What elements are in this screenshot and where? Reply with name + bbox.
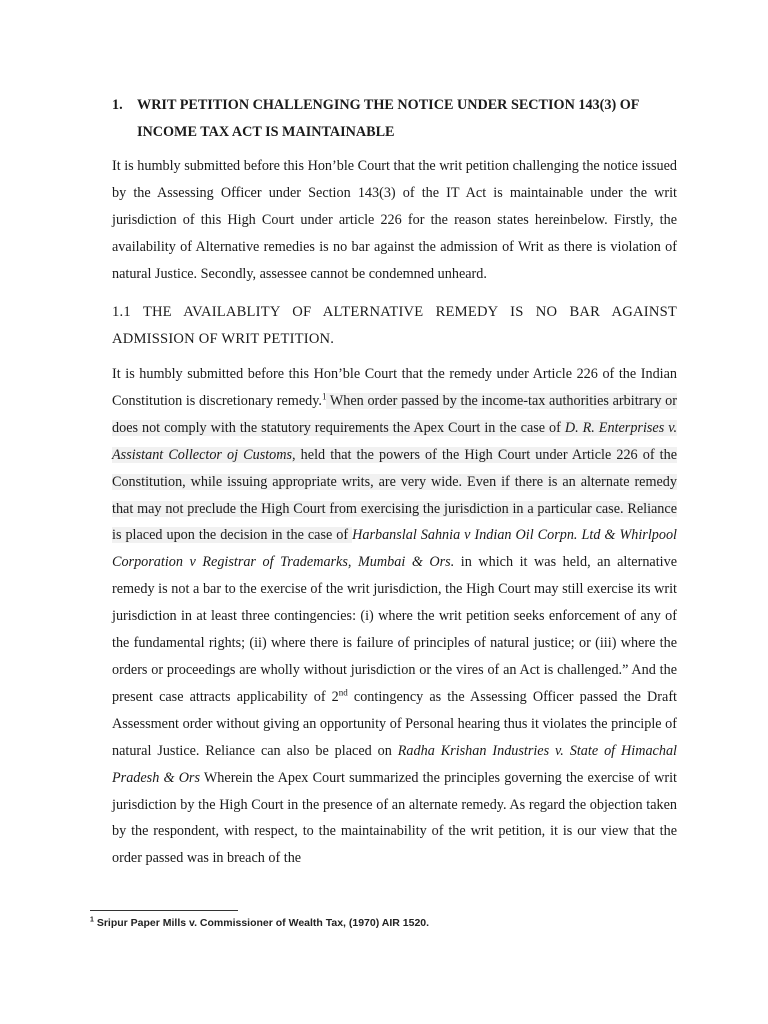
paragraph-text: When order passed by the income-tax authorities arbitrary or does not comply with the statutory requirements the Apex Court in the case of	[112, 392, 677, 436]
intro-paragraph: It is humbly submitted before this Hon’ble Court that the writ petition challenging the notice issued by the Assessing Officer under Section 143(3) of the IT Act is maintainable under the writ jurisdiction of this High Court under article 226 for the reason states hereinbelow. Firstly, the availability of Alternative remedies is no bar against the admission of Writ as there is violation of natural Justice. Secondly, assessee cannot be condemned unheard.	[112, 158, 677, 282]
case-citation: D. R. Enterprises v. Assistant Collector oj Customs	[112, 419, 677, 463]
subsection-heading: 1.1 THE AVAILABLITY OF ALTERNATIVE REMEDY IS NO BAR AGAINST ADMISSION OF WRIT PETITION.	[112, 304, 677, 347]
paragraph-text: , held that the powers of the High Court under Article 226 of the Constitution, while issuing appropriate writs, are very wide. Even if there is an alternate remedy that may not preclude the High Court from exercising the jurisdiction in a particular case. Reliance is placed upon the decision in the case of	[112, 446, 677, 544]
body-paragraph	[112, 361, 677, 872]
paragraph-text: in which it was held, an alternative remedy is not a bar to the exercise of the writ jurisdiction, the High Court may still exercise its writ jurisdiction in at least three contingencies: (i) where the writ petition seeks enforcement of any of the fundamental rights; (ii) where there is failure of principles of natural justice; or (iii) where the orders or proceedings are wholly without jurisdiction or the vires of an Act is challenged.” And the present case attracts applicability of 2	[112, 554, 677, 705]
section-number: 1.	[112, 97, 123, 113]
section-heading	[112, 92, 682, 146]
footnote	[90, 916, 690, 930]
footnote-reference: 1	[321, 391, 327, 402]
footnote-text: Sripur Paper Mills v. Commissioner of Wealth Tax, (1970) AIR 1520.	[93, 917, 430, 929]
paragraph-sentence: It is humbly submitted before this Hon’ble Court that the remedy under Article 226 of the Indian Constitution is discretionary remedy.	[112, 366, 677, 409]
case-citation: Harbanslal Sahnia v Indian Oil Corpn. Ltd & Whirlpool Corporation v Registrar of Trademarks, Mumbai & Ors.	[112, 527, 677, 571]
ordinal-suffix: nd	[338, 687, 348, 698]
paragraph-text: contingency as the Assessing Officer passed the Draft Assessment order without giving an opportunity of Personal hearing thus it violates the principle of natural Justice. Reliance can also be placed on	[112, 688, 677, 759]
section-heading-text: WRIT PETITION CHALLENGING THE NOTICE UNDER SECTION 143(3) OF INCOME TAX ACT IS MAINTAINABLE	[137, 97, 639, 140]
case-citation: Radha Krishan Industries v. State of Himachal Pradesh & Ors	[112, 742, 677, 786]
paragraph-text: Wherein the Apex Court summarized the principles governing the exercise of writ jurisdiction by the High Court in the presence of an alternate remedy. As regard the objection taken by the respondent, with respect, to the maintainability of the writ petition, it is our view that the order passed was in breach of the	[112, 769, 677, 867]
footnote-separator	[90, 910, 238, 911]
highlighted-text	[112, 393, 677, 544]
footnote-mark: 1	[90, 916, 94, 924]
